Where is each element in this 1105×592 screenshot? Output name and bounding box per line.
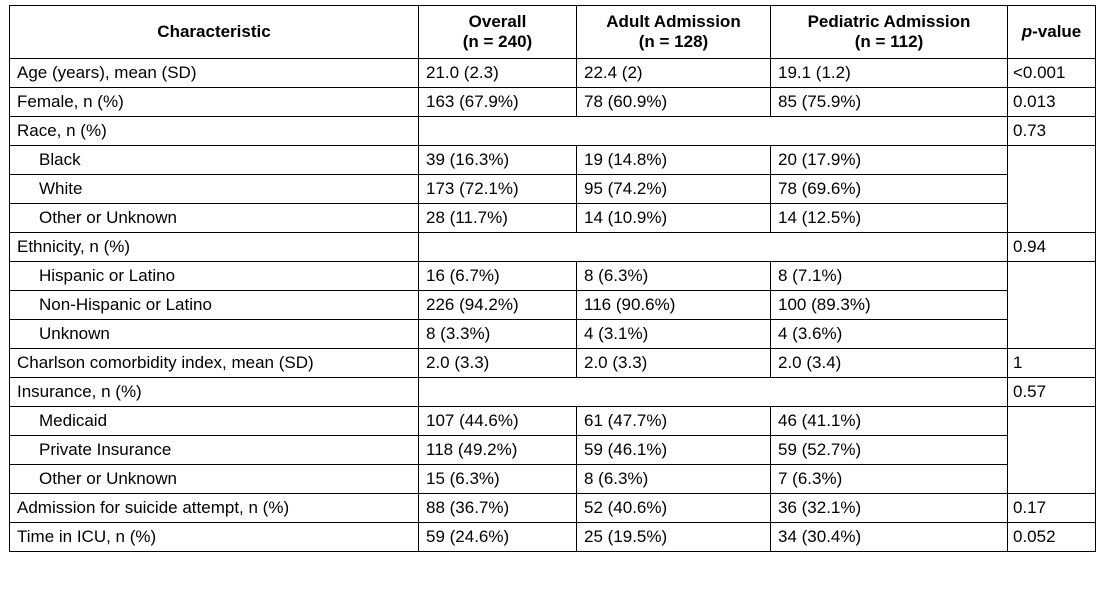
table-row — [10, 523, 1096, 552]
header-characteristic: Characteristic — [10, 6, 419, 59]
cell-pediatric: 59 (52.7%) — [771, 436, 1008, 465]
table-row — [10, 378, 1096, 407]
row-label: Hispanic or Latino — [10, 262, 419, 291]
cell-overall: 163 (67.9%) — [419, 88, 577, 117]
cell-pvalue: <0.001 — [1008, 59, 1096, 88]
cell-pediatric: 46 (41.1%) — [771, 407, 1008, 436]
table-row — [10, 291, 1096, 320]
cell-pediatric: 78 (69.6%) — [771, 175, 1008, 204]
table-row — [10, 146, 1096, 175]
cell-overall: 226 (94.2%) — [419, 291, 577, 320]
cell-pediatric: 36 (32.1%) — [771, 494, 1008, 523]
cell-pediatric: 4 (3.6%) — [771, 320, 1008, 349]
cell-adult: 95 (74.2%) — [577, 175, 771, 204]
row-label: Ethnicity, n (%) — [10, 233, 419, 262]
header-adult-label: Adult Admission — [606, 12, 741, 31]
row-label: Admission for suicide attempt, n (%) — [10, 494, 419, 523]
row-label: Medicaid — [10, 407, 419, 436]
empty-pvalue-cell — [1008, 146, 1096, 233]
cell-overall: 39 (16.3%) — [419, 146, 577, 175]
cell-adult: 8 (6.3%) — [577, 465, 771, 494]
row-label: Other or Unknown — [10, 204, 419, 233]
cell-adult: 22.4 (2) — [577, 59, 771, 88]
header-adult — [577, 6, 771, 59]
header-pediatric — [771, 6, 1008, 59]
cell-overall: 8 (3.3%) — [419, 320, 577, 349]
cell-adult: 4 (3.1%) — [577, 320, 771, 349]
cell-pediatric: 14 (12.5%) — [771, 204, 1008, 233]
cell-pvalue: 0.57 — [1008, 378, 1096, 407]
cell-adult: 78 (60.9%) — [577, 88, 771, 117]
cell-pediatric: 100 (89.3%) — [771, 291, 1008, 320]
characteristics-table — [9, 5, 1096, 552]
row-label: Insurance, n (%) — [10, 378, 419, 407]
table-row — [10, 494, 1096, 523]
cell-overall: 118 (49.2%) — [419, 436, 577, 465]
cell-overall: 21.0 (2.3) — [419, 59, 577, 88]
table-row — [10, 233, 1096, 262]
cell-pediatric: 20 (17.9%) — [771, 146, 1008, 175]
header-pvalue-rest: -value — [1032, 22, 1082, 41]
cell-overall: 15 (6.3%) — [419, 465, 577, 494]
cell-adult: 2.0 (3.3) — [577, 349, 771, 378]
cell-pediatric: 85 (75.9%) — [771, 88, 1008, 117]
row-label: Charlson comorbidity index, mean (SD) — [10, 349, 419, 378]
cell-adult: 52 (40.6%) — [577, 494, 771, 523]
cell-adult: 116 (90.6%) — [577, 291, 771, 320]
cell-adult: 19 (14.8%) — [577, 146, 771, 175]
cell-overall: 16 (6.7%) — [419, 262, 577, 291]
row-label: Unknown — [10, 320, 419, 349]
empty-span-cell — [419, 117, 1008, 146]
cell-adult: 25 (19.5%) — [577, 523, 771, 552]
cell-overall: 59 (24.6%) — [419, 523, 577, 552]
cell-pediatric: 8 (7.1%) — [771, 262, 1008, 291]
empty-pvalue-cell — [1008, 262, 1096, 349]
header-pediatric-n: (n = 112) — [854, 32, 924, 51]
row-label: Time in ICU, n (%) — [10, 523, 419, 552]
cell-adult: 59 (46.1%) — [577, 436, 771, 465]
header-adult-n: (n = 128) — [638, 32, 709, 51]
row-label: Black — [10, 146, 419, 175]
cell-pvalue: 0.013 — [1008, 88, 1096, 117]
cell-pediatric: 19.1 (1.2) — [771, 59, 1008, 88]
row-label: Female, n (%) — [10, 88, 419, 117]
cell-pvalue: 0.94 — [1008, 233, 1096, 262]
cell-overall: 28 (11.7%) — [419, 204, 577, 233]
cell-pvalue: 1 — [1008, 349, 1096, 378]
table-row — [10, 175, 1096, 204]
table-row — [10, 262, 1096, 291]
row-label: Race, n (%) — [10, 117, 419, 146]
cell-overall: 88 (36.7%) — [419, 494, 577, 523]
cell-overall: 173 (72.1%) — [419, 175, 577, 204]
row-label: Other or Unknown — [10, 465, 419, 494]
cell-pvalue: 0.73 — [1008, 117, 1096, 146]
header-overall-n: (n = 240) — [462, 32, 533, 51]
cell-adult: 8 (6.3%) — [577, 262, 771, 291]
cell-pediatric: 34 (30.4%) — [771, 523, 1008, 552]
cell-adult: 61 (47.7%) — [577, 407, 771, 436]
table-row — [10, 349, 1096, 378]
header-overall — [419, 6, 577, 59]
header-pediatric-label: Pediatric Admission — [807, 12, 971, 31]
cell-pvalue: 0.17 — [1008, 494, 1096, 523]
table-row — [10, 204, 1096, 233]
table-row — [10, 320, 1096, 349]
header-overall-label: Overall — [468, 12, 527, 31]
row-label: White — [10, 175, 419, 204]
row-label: Non-Hispanic or Latino — [10, 291, 419, 320]
row-label: Age (years), mean (SD) — [10, 59, 419, 88]
table-row — [10, 407, 1096, 436]
header-pvalue — [1008, 6, 1096, 59]
empty-span-cell — [419, 378, 1008, 407]
row-label: Private Insurance — [10, 436, 419, 465]
table-row — [10, 59, 1096, 88]
cell-pediatric: 7 (6.3%) — [771, 465, 1008, 494]
empty-pvalue-cell — [1008, 407, 1096, 494]
table-row — [10, 117, 1096, 146]
table-row — [10, 88, 1096, 117]
cell-pvalue: 0.052 — [1008, 523, 1096, 552]
empty-span-cell — [419, 233, 1008, 262]
cell-overall: 107 (44.6%) — [419, 407, 577, 436]
table-row — [10, 465, 1096, 494]
cell-pediatric: 2.0 (3.4) — [771, 349, 1008, 378]
cell-adult: 14 (10.9%) — [577, 204, 771, 233]
header-row — [10, 6, 1096, 59]
header-pvalue-p: p — [1021, 22, 1033, 41]
cell-overall: 2.0 (3.3) — [419, 349, 577, 378]
table-row — [10, 436, 1096, 465]
